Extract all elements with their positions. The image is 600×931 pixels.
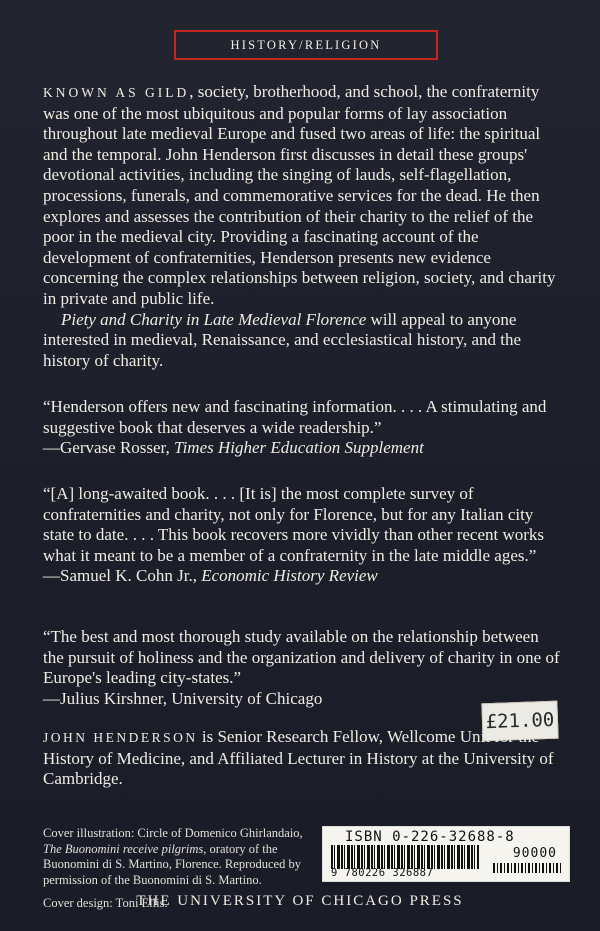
blurb-paragraph-2	[43, 310, 563, 372]
blurb-paragraph-1	[43, 82, 563, 310]
ean-number: 9 780226 326887	[331, 867, 434, 879]
category-label: HISTORY/RELIGION	[174, 30, 438, 60]
review-quote-2	[43, 484, 563, 587]
book-description	[43, 82, 563, 371]
quote-text: “Henderson offers new and fascinating information. . . . A stimulating and suggestive book that deserves a wide readership.”	[43, 397, 547, 437]
review-quote-3	[43, 627, 563, 709]
blurb-p1-text: , society, brotherhood, and school, the confraternity was one of the most ubiquitous and popular forms of lay association throughout late medieval Europe and fused two areas of life: the spiritual and the temporal. John Henderson first discusses in detail these groups' devotional activities, including the singing of lauds, self-flagellation, processions, funerals, and commemorative services for the dead. He then explores and assesses the contribution of their charity to the relief of the poor in the medieval city. Providing a fascinating account of the development of confraternities, Henderson presents new evidence concerning the complex relationships between religion, society, and charity in private and public life.	[43, 82, 556, 308]
blurb-lead: KNOWN AS GILD	[43, 85, 190, 100]
price-sticker: £21.00	[481, 701, 558, 742]
illustration-title: The Buonomini receive pilgrims	[43, 841, 204, 856]
blurb-p2-text: will appeal to anyone interested in medieval, Renaissance, and ecclesiastical history, and the history of charity.	[43, 309, 522, 370]
quote-attribution	[43, 566, 563, 587]
barcode	[322, 826, 570, 882]
quote-reviewer: —Julius Kirshner, University of Chicago	[43, 688, 323, 708]
illustration-credit	[43, 826, 313, 888]
quote-source: Economic History Review	[201, 566, 378, 586]
design-credit: Cover design: Toni Ellis.	[43, 896, 168, 910]
quote-source: Times Higher Education Supplement	[174, 438, 424, 458]
illustration-credit-post: , oratory of the Buonomini di S. Martino, Florence. Reproduced by permission of the Buonomini di S. Martino.	[43, 841, 301, 887]
book-title-italic: Piety and Charity in Late Medieval Florence	[61, 309, 367, 329]
author-bio	[43, 727, 563, 790]
quote-text: “The best and most thorough study available on the relationship between the pursuit of holiness and the organization and delivery of charity in one of Europe's leading city-states.”	[43, 627, 560, 688]
publisher-name: THE UNIVERSITY OF CHICAGO PRESS	[136, 893, 464, 909]
quote-attribution	[43, 438, 563, 459]
author-bio-text: is Senior Research Fellow, Wellcome Unit for the History of Medicine, and Affiliated Lecturer in History at the University of Cambridge.	[43, 727, 554, 789]
isbn-number: ISBN 0-226-32688-8	[345, 829, 515, 845]
quote-reviewer: —Gervase Rosser,	[43, 438, 175, 458]
illustration-credit-pre: Cover illustration: Circle of Domenico Ghirlandaio,	[43, 826, 303, 840]
barcode-bars	[331, 845, 479, 869]
author-name: JOHN HENDERSON	[43, 730, 198, 745]
quote-text: “[A] long-awaited book. . . . [It is] the most complete survey of confraternities and charity, not only for Florence, but for any Italian city state to date. . . . This book recovers more vividly than other recent works what it meant to be a member of a confraternity in the late middle ages.”	[43, 484, 545, 565]
supplement-bars	[493, 863, 561, 873]
barcode-supplement: 90000	[512, 846, 557, 861]
quote-reviewer: —Samuel K. Cohn Jr.,	[43, 566, 202, 586]
review-quote-1	[43, 397, 563, 459]
